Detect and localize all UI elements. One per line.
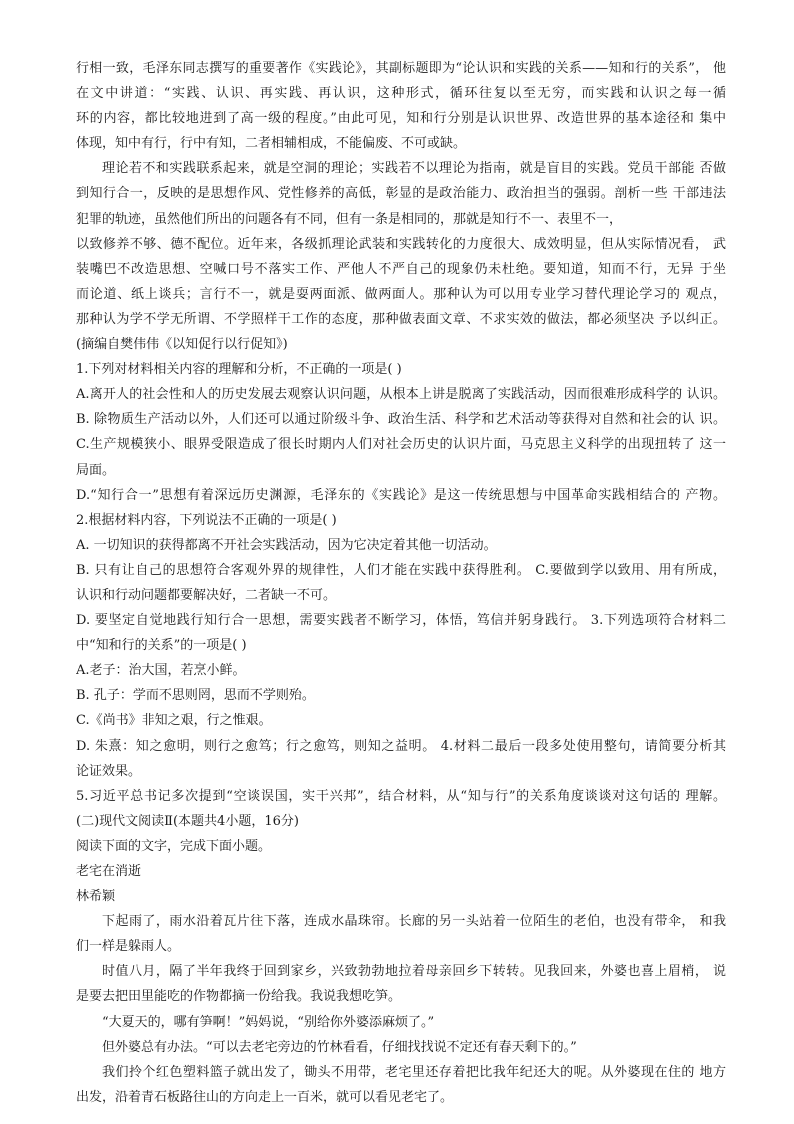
paragraph-line: 下起雨了，雨水沿着瓦片往下落，连成水晶珠帘。长廊的另一头站着一位陌生的老伯，也没有带伞， 和我 xyxy=(102,914,726,930)
text-line: 装嘴巴不改造思想、空喊口号不落实工作、严他人不严自己的现象仍未杜绝。要知道，知而不行，无异 于坐 xyxy=(76,261,726,277)
question-1-option-b: B. 除物质生产活动以外，人们还可以通过阶级斗争、政治生活、科学和艺术活动等获得对自然和社会的认 识。 xyxy=(76,412,726,428)
section-heading: (二)现代文阅读Ⅱ(本题共4小题，16分) xyxy=(76,813,299,829)
article-author: 林希颖 xyxy=(76,889,116,905)
question-1-option-c: C.生产规模狭小、眼界受限造成了很长时期内人们对社会历史的认识片面，马克思主义科学的出现扭转了 这一 xyxy=(76,437,726,453)
question-2-option-a: A. 一切知识的获得都离不开社会实践活动，因为它决定着其他一切活动。 xyxy=(76,537,497,553)
text-line: 是要去把田里能吃的作物都摘一份给我。我说我想吃笋。 xyxy=(76,989,402,1005)
paragraph-line: 时值八月，隔了半年我终于回到家乡，兴致勃勃地拉着母亲回乡下转转。见我回来，外婆也喜上眉梢， 说 xyxy=(102,964,726,980)
question-1-stem: 1.下列对材料相关内容的理解和分析，不正确的一项是( ) xyxy=(76,362,402,378)
instructions: 阅读下面的文字，完成下面小题。 xyxy=(76,838,272,854)
question-2-stem: 2.根据材料内容，下列说法不正确的一项是( ) xyxy=(76,512,337,528)
paragraph-line: 我们拎个红色塑料篮子就出发了，锄头不用带，老宅里还存着把比我年纪还大的呢。从外婆现在住的 地方 xyxy=(102,1064,726,1080)
text-line: 环的内容，都比较地进到了高一级的程度。”由此可见，知和行分别是认识世界、改造世界的基本途径和 集中 xyxy=(76,111,726,127)
question-2-option-d: D. 要坚定自觉地践行知行合一思想，需要实践者不断学习，体悟，笃信并躬身践行。 3.下列选项符合材料二 xyxy=(76,613,726,629)
text-line: 行相一致，毛泽东同志撰写的重要著作《实践论》，其副标题即为“论认识和实践的关系——知和行的关系”， 他 xyxy=(76,61,726,76)
question-3-option-d: D. 朱熹：知之愈明，则行之愈笃；行之愈笃，则知之益明。 4.材料二最后一段多处使用整句，请简要分析其 xyxy=(76,738,726,754)
question-1-option-a: A.离开人的社会性和人的历史发展去观察认识问题，从根本上讲是脱离了实践活动，因而很难形成科学的 认识。 xyxy=(76,387,726,403)
text-line: 以致修养不够、德不配位。近年来，各级抓理论武装和实践转化的力度很大、成效明显，但从实际情况看， 武 xyxy=(76,236,726,252)
text-line: 犯罪的轨迹，虽然他们所出的问题各有不同，但有一条是相同的，那就是知行不一、表里不一， xyxy=(76,211,623,227)
question-1-option-c-cont: 局面。 xyxy=(76,462,116,478)
paragraph-line: 但外婆总有办法。“可以去老宅旁边的竹林看看，仔细找找说不定还有春天剩下的。” xyxy=(102,1039,577,1055)
source-citation: (摘编自樊伟伟《以知促行以行促知》) xyxy=(76,337,288,353)
text-line: 那种认为学不学无所谓、不学照样干工作的态度，那种做表面文章、不求实效的做法，都必须坚决 予以纠正。 xyxy=(76,311,726,327)
text-line: 体现，知中有行，行中有知，二者相辅相成，不能偏废、不可或缺。 xyxy=(76,136,467,152)
document-page xyxy=(76,58,726,1112)
question-3-option-b: B. 孔子：学而不思则罔，思而不学则殆。 xyxy=(76,688,315,704)
question-2-option-c-cont: 认识和行动问题都要解决好，二者缺一不可。 xyxy=(76,587,337,603)
text-line: 而论道、纸上谈兵；言行不一，就是耍两面派、做两面人。那种认为可以用专业学习替代理论学习的 观点， xyxy=(76,286,726,302)
text-line: 到知行合一，反映的是思想作风、党性修养的高低，彰显的是政治能力、政治担当的强弱。剖析一些 干部违法 xyxy=(76,186,726,202)
question-2-option-b: B. 只有让自己的思想符合客观外界的规律性，人们才能在实践中获得胜利。 C.要做到学以致用、用有所成， xyxy=(76,562,726,578)
question-4-cont: 论证效果。 xyxy=(76,763,142,779)
article-title: 老宅在消逝 xyxy=(76,864,142,879)
text-line: 们一样是躲雨人。 xyxy=(76,939,181,955)
paragraph-line: 理论若不和实践联系起来，就是空洞的理论；实践若不以理论为指南，就是盲目的实践。党员干部能 否做 xyxy=(102,161,726,177)
text-line: 出发，沿着青石板路往山的方向走上一百米，就可以看见老宅了。 xyxy=(76,1089,454,1105)
paragraph-line: “大夏天的，哪有笋啊！”妈妈说，“别给你外婆添麻烦了。” xyxy=(102,1014,435,1030)
question-3-stem: 中“知和行的关系”的一项是( ) xyxy=(76,638,247,654)
question-3-option-a: A.老子：治大国，若烹小鲜。 xyxy=(76,663,246,679)
question-5: 5.习近平总书记多次提到“空谈误国，实干兴邦”，结合材料，从“知与行”的关系角度谈谈对这句话的 理解。 xyxy=(76,788,726,804)
question-3-option-c: C.《尚书》非知之艰，行之惟艰。 xyxy=(76,713,272,729)
text-line: 在文中讲道：“实践、认识、再实践、再认识，这种形式，循环往复以至无穷，而实践和认识之每一循 xyxy=(76,86,726,102)
question-1-option-d: D.“知行合一”思想有着深远历史渊源，毛泽东的《实践论》是这一传统思想与中国革命实践相结合的 产物。 xyxy=(76,487,726,503)
